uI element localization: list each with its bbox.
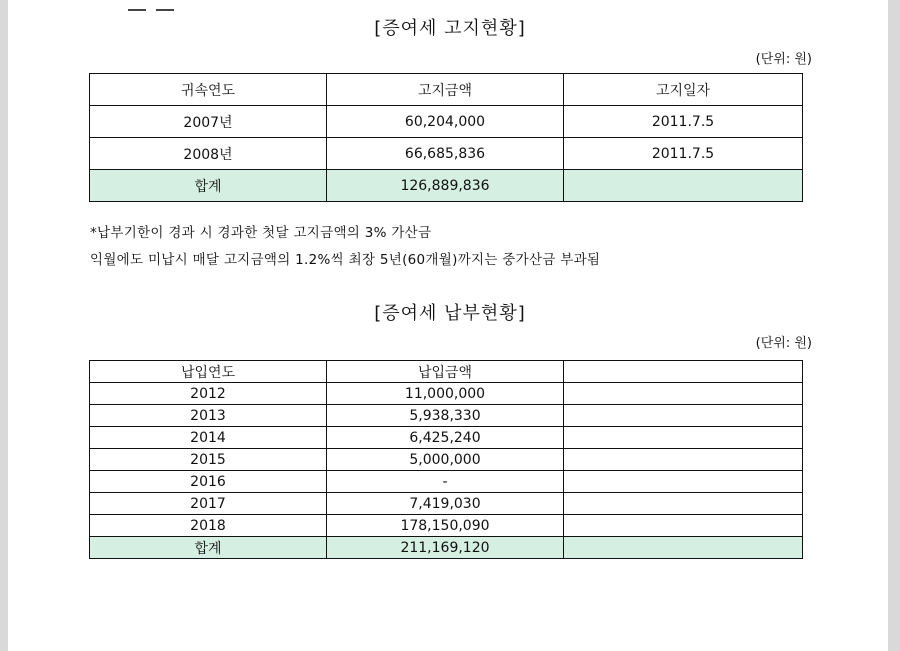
table-row	[90, 427, 803, 449]
notice-header-row	[90, 74, 803, 106]
payment-year-cell: 2015	[90, 449, 327, 471]
payment-total-extra	[564, 537, 803, 559]
payment-year-cell: 2012	[90, 383, 327, 405]
notice-date-cell: 2011.7.5	[564, 138, 803, 170]
notice-total-row	[90, 170, 803, 202]
notice-year-cell: 2008년	[90, 138, 327, 170]
note-line-1: *납부기한이 경과 시 경과한 첫달 고지금액의 3% 가산금	[90, 225, 432, 241]
table-row	[90, 405, 803, 427]
payment-amount-cell: 5,000,000	[327, 449, 564, 471]
payment-year-cell: 2018	[90, 515, 327, 537]
payment-header-row	[90, 361, 803, 383]
notice-unit: (단위: 원)	[755, 52, 812, 67]
notice-table	[89, 73, 803, 202]
payment-amount-cell: 6,425,240	[327, 427, 564, 449]
payment-total-label: 합계	[90, 537, 327, 559]
notice-title: [증여세 고지현황]	[374, 18, 526, 39]
notice-header-date: 고지일자	[564, 74, 803, 106]
payment-amount-cell: 178,150,090	[327, 515, 564, 537]
payment-extra-cell	[564, 427, 803, 449]
table-row	[90, 138, 803, 170]
payment-year-cell: 2014	[90, 427, 327, 449]
payment-extra-cell	[564, 515, 803, 537]
note-line-2: 익월에도 미납시 매달 고지금액의 1.2%씩 최장 5년(60개월)까지는 중가산금 부과됨	[90, 252, 601, 268]
table-row	[90, 449, 803, 471]
payment-extra-cell	[564, 493, 803, 515]
payment-table	[89, 360, 803, 559]
payment-amount-cell: -	[327, 471, 564, 493]
payment-extra-cell	[564, 405, 803, 427]
table-row	[90, 515, 803, 537]
notice-amount-cell: 60,204,000	[327, 106, 564, 138]
notice-year-cell: 2007년	[90, 106, 327, 138]
payment-amount-cell: 5,938,330	[327, 405, 564, 427]
payment-title: [증여세 납부현황]	[374, 303, 526, 324]
notice-total-amount: 126,889,836	[327, 170, 564, 202]
payment-header-year: 납입연도	[90, 361, 327, 383]
payment-header-amount: 납입금액	[327, 361, 564, 383]
payment-year-cell: 2013	[90, 405, 327, 427]
payment-header-extra	[564, 361, 803, 383]
table-row	[90, 383, 803, 405]
notice-header-year: 귀속연도	[90, 74, 327, 106]
payment-extra-cell	[564, 449, 803, 471]
notice-header-amount: 고지금액	[327, 74, 564, 106]
notice-date-cell: 2011.7.5	[564, 106, 803, 138]
notice-amount-cell: 66,685,836	[327, 138, 564, 170]
table-row	[90, 106, 803, 138]
payment-extra-cell	[564, 471, 803, 493]
table-row	[90, 471, 803, 493]
payment-year-cell: 2016	[90, 471, 327, 493]
payment-total-row	[90, 537, 803, 559]
notice-total-date	[564, 170, 803, 202]
payment-extra-cell	[564, 383, 803, 405]
table-row	[90, 493, 803, 515]
payment-year-cell: 2017	[90, 493, 327, 515]
payment-amount-cell: 11,000,000	[327, 383, 564, 405]
payment-unit: (단위: 원)	[755, 336, 812, 351]
payment-total-amount: 211,169,120	[327, 537, 564, 559]
cropped-text-fragment	[128, 0, 188, 2]
payment-amount-cell: 7,419,030	[327, 493, 564, 515]
notice-total-label: 합계	[90, 170, 327, 202]
